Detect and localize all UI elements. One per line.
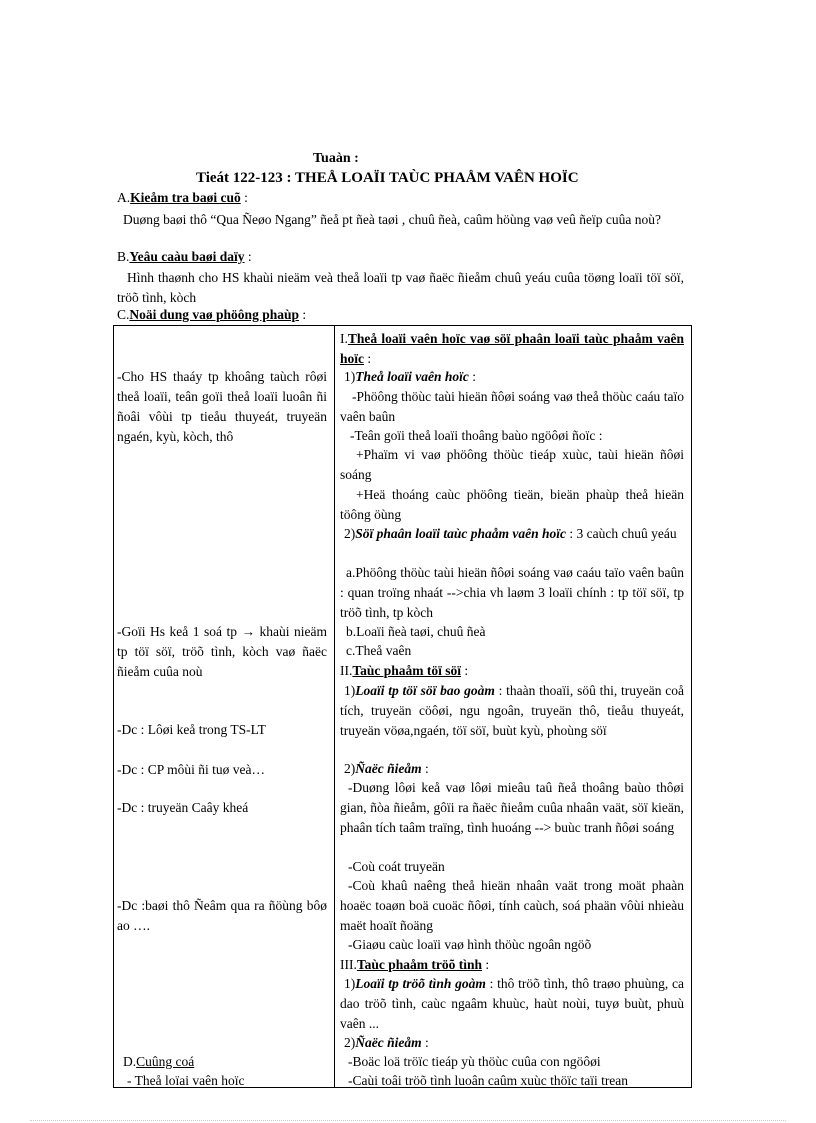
section-1-suffix: : [364, 351, 372, 366]
left-note-2-start: -Goïi Hs keå 1 soá tp [117, 624, 237, 639]
left-note-1: -Cho HS thaáy tp khoâng taùch rôøi theå loaïi, teân goïi theå loaïi luoân ñi ñoâi vôùi tp tieåu thuyeát, truyeän ngaén, kyù, kòch, thô [117, 369, 327, 444]
left-note-3: -Dc : Lôøi keå trong TS-LT [117, 722, 266, 737]
section-b-title: Yeâu caàu baøi daïy [129, 249, 245, 264]
section-3-2-p12: -Boäc loä tröïc tieáp yù thöùc cuûa con ngöôøi [348, 1054, 601, 1069]
left-note-2 [117, 622, 327, 682]
section-2-2-p11: -Giaøu caùc loaïi vaø hình thöùc ngoân ngöõ [348, 937, 592, 952]
section-1-heading [340, 329, 684, 369]
section-3-1-heading [340, 974, 684, 1034]
section-d-prefix: D. [123, 1054, 137, 1069]
section-1-1-p1: -Phöông thöùc taùi hieän ñôøi soáng vaø theå thöùc caáu taïo vaên baûn [340, 389, 684, 424]
section-2-1-label: 1) [344, 683, 356, 698]
section-b-body: Hình thaønh cho HS khaùi nieäm veà theå loaïi tp vaø ñaëc ñieåm chuû yeáu cuûa töøng loaïi töï söï, tröõ tình, kòch [117, 270, 684, 305]
left-note-5: -Dc : truyeän Caây kheá [117, 800, 249, 815]
section-a-prefix: A. [117, 190, 131, 205]
section-2-1-heading [340, 681, 684, 741]
left-note-6: -Dc :baøi thô Ñeâm qua ra ñöùng bôø ao …. [117, 898, 327, 933]
section-b-heading [117, 249, 252, 265]
section-1-1-colon: : [468, 369, 477, 384]
section-2-2-p10: -Coù khaû naêng theå hieän nhaân vaät trong moät phaàn hoaëc toaøn boä cuoäc ñôøi, tính caùch, soá phaän vôùi nhieàu maët hoaït ñoäng [340, 878, 684, 933]
section-2-1-title: Loaïi tp töï söï bao goàm [355, 683, 495, 698]
section-c-title: Noäi dung vaø phöông phaùp [129, 307, 299, 322]
section-a-body: Duøng baøi thô “Qua Ñeøo Ngang” ñeå pt ñeà taøi , chuû ñeà, caûm höùng vaø veû ñeïp cuûa noù? [123, 212, 661, 227]
section-2-1-rest: : thaàn thoaïi, söû thi, truyeän coå tích, truyeän cöôøi, ngu ngoân, truyeän thô, tieåu thuyeát, truyeän vöøa,ngaén, töï söï, buùt kyù, phoùng söï [340, 683, 684, 738]
section-1-prefix: I. [340, 331, 348, 346]
section-1-2-heading [340, 524, 684, 544]
section-1-title: Theå loaïi vaên hoïc vaø söï phaân loaïi taùc phaåm vaên hoïc [340, 331, 684, 366]
section-d-title: Cuûng coá [136, 1054, 195, 1069]
section-c-prefix: C. [117, 307, 130, 322]
section-1-1-p3: +Phaïm vi vaø phöông thöùc tieáp xuùc, taùi hieän ñôøi soáng [340, 447, 684, 482]
section-3-2-title: Ñaëc ñieåm [355, 1035, 422, 1050]
section-3-1-title: Loaïi tp tröõ tình goàm [355, 976, 486, 991]
section-d-heading [123, 1052, 333, 1072]
section-1-1-heading [344, 367, 688, 387]
section-1-2-rest: : 3 caùch chuû yeáu [566, 526, 677, 541]
section-2-2-p9: -Coù coát truyeän [348, 859, 445, 874]
section-c-heading [117, 307, 306, 323]
right-arrow-icon: → [241, 624, 256, 639]
section-b-suffix: : [244, 249, 252, 264]
section-2-title: Taùc phaåm töï söï [352, 663, 462, 678]
section-2-prefix: II. [340, 663, 353, 678]
section-c-suffix: : [298, 307, 307, 322]
section-3-2-colon: : [421, 1035, 429, 1050]
left-note-2-end: khaùi nieäm tp töï söï, tröõ tình, kòch vaø ñaëc ñieåm cuûa noù [117, 624, 328, 679]
section-a-title: Kieåm tra baøi cuõ [130, 190, 241, 205]
section-3-2-label: 2) [344, 1035, 356, 1050]
column-divider [334, 325, 335, 1088]
section-2-2-p8: -Duøng lôøi keå vaø lôøi mieâu taû ñeå thoâng baùo thôøi gian, ñòa ñieåm, gôïi ra ñaëc ñieåm cuûa nhaân vaät, söï kieän, phaân tích taâm traïng, tình huoáng --> buùc tranh ñôøi soáng [340, 780, 684, 835]
section-1-2-title: Söï phaân loaïi taùc phaåm vaên hoïc [355, 526, 567, 541]
section-1-2-label: 2) [344, 526, 356, 541]
section-1-1-p2: -Teân goïi theå loaïi thoâng baùo ngöôøi ñoïc : [350, 428, 603, 443]
section-b-prefix: B. [117, 249, 130, 264]
week-label: Tuaàn : [313, 151, 359, 166]
section-2-2-title: Ñaëc ñieåm [355, 761, 422, 776]
section-1-2-p6: b.Loaïi ñeà taøi, chuû ñeà [346, 624, 486, 639]
section-1-2-p7: c.Theå vaên [346, 643, 412, 658]
section-3-1-rest: : thô tröõ tình, thô traøo phuùng, ca dao tröõ tình, caùc ngaâm khuùc, haùt noùi, tuyø buùt, phuù vaên ... [340, 976, 684, 1031]
left-note-4: -Dc : CP môùi ñi tuø veà… [117, 762, 265, 777]
section-2-2-heading [344, 759, 688, 779]
section-3-suffix: : [482, 957, 490, 972]
section-d-item: - Theå loïai vaên hoïc [127, 1073, 245, 1088]
section-2-suffix: : [461, 663, 469, 678]
section-2-2-label: 2) [344, 761, 356, 776]
section-1-2-p5: a.Phöông thöùc taùi hieän ñôøi soáng vaø caáu taïo vaên baûn : quan troïng nhaát -->chia vh laøm 3 loaïi chính : tp töï söï, tp tröõ tình, tp kòch [340, 565, 684, 620]
section-a-heading [117, 190, 248, 206]
section-3-1-label: 1) [344, 976, 356, 991]
section-3-2-heading [344, 1033, 688, 1053]
lesson-title: Tieát 122-123 : THEÅ LOAÏI TAÙC PHAÅM VAÊN HOÏC [196, 170, 579, 186]
page-bottom-rule [30, 1120, 786, 1121]
section-1-1-title: Theå loaïi vaên hoïc [355, 369, 469, 384]
section-1-1-label: 1) [344, 369, 356, 384]
section-1-1-p4: +Heä thoáng caùc phöông tieän, bieän phaùp theå hieän töông öùng [340, 487, 684, 522]
section-3-heading [340, 955, 684, 975]
section-3-2-p13: -Caùi toâi tröõ tình luoân caûm xuùc thöïc taïi trean [348, 1073, 629, 1088]
section-2-2-colon: : [421, 761, 429, 776]
section-3-prefix: III. [340, 957, 357, 972]
section-3-title: Taùc phaåm tröõ tình [356, 957, 483, 972]
section-a-suffix: : [240, 190, 248, 205]
section-2-heading [340, 661, 684, 681]
